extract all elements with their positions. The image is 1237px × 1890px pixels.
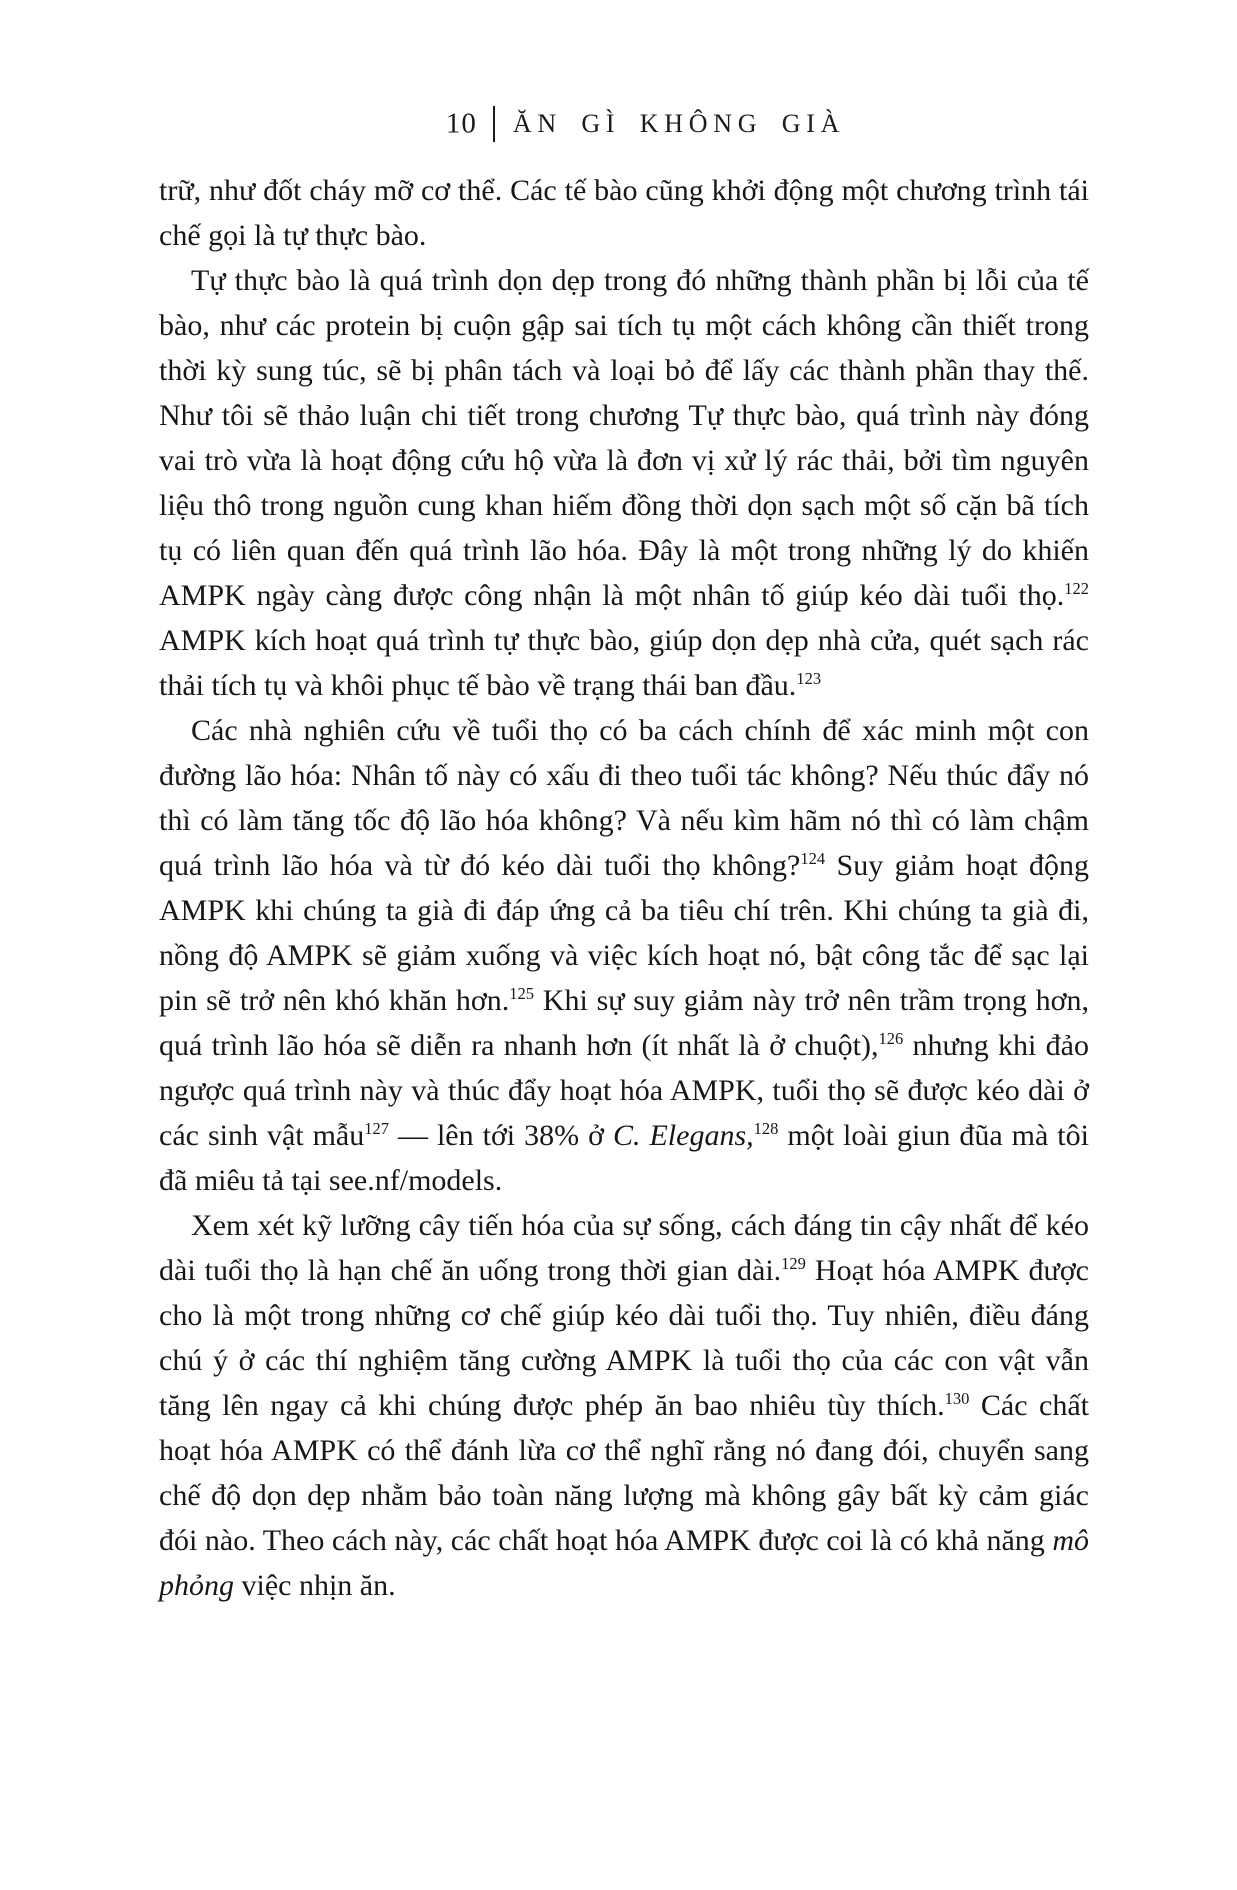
footnote-reference: 126 [878,1029,904,1048]
footnote-reference: 128 [753,1119,779,1138]
text-run: — lên tới 38% ở [388,1119,613,1152]
page-number: 10 [445,107,477,140]
footnote-reference: 129 [781,1254,806,1273]
page-body [159,168,1089,1608]
text-run: Xem xét kỹ lưỡng cây tiến hóa của sự sống, cách đáng tin cậy nhất để kéo dài tuổi thọ là hạn chế ăn uống trong thời gian dài. [159,1209,1089,1287]
text-run: AMPK kích hoạt quá trình tự thực bào, giúp dọn dẹp nhà cửa, quét sạch rác thải tích tụ và khôi phục tế bào về trạng thái ban đầu. [159,624,1089,702]
footnote-reference: 130 [944,1389,970,1408]
footnote-reference: 124 [800,849,826,868]
text-run: Tự thực bào là quá trình dọn dẹp trong đó những thành phần bị lỗi của tế bào, như các protein bị cuộn gập sai tích tụ một cách không cần thiết trong thời kỳ sung túc, sẽ bị phân tách và loại bỏ để lấy các thành phần thay thế. Như tôi sẽ thảo luận chi tiết trong chương Tự thực bào, quá trình này đóng vai trò vừa là hoạt động cứu hộ vừa là đơn vị xử lý rác thải, bởi tìm nguyên liệu thô trong nguồn cung khan hiếm đồng thời dọn sạch một số cặn bã tích tụ có liên quan đến quá trình lão hóa. Đây là một trong những lý do khiến AMPK ngày càng được công nhận là một nhân tố giúp kéo dài tuổi thọ. [159,264,1089,612]
text-run: một loài giun đũa mà tôi đã miêu tả tại see.nf/models. [159,1119,1089,1197]
footnote-reference: 127 [364,1119,389,1138]
footnote-reference: 123 [796,669,822,688]
text-run: Các chất hoạt hóa AMPK có thể đánh lừa cơ thể nghĩ rằng nó đang đói, chuyển sang chế độ dọn dẹp nhằm bảo toàn năng lượng mà không gây bất kỳ cảm giác đói nào. Theo cách này, các chất hoạt hóa AMPK được coi là có khả năng [159,1389,1089,1557]
text-run: nhưng khi đảo ngược quá trình này và thúc đẩy hoạt hóa AMPK, tuổi thọ sẽ được kéo dài ở các sinh vật mẫu [159,1029,1089,1152]
text-run: Suy giảm hoạt động AMPK khi chúng ta già đi đáp ứng cả ba tiêu chí trên. Khi chúng ta già đi, nồng độ AMPK sẽ giảm xuống và việc kích hoạt nó, bật công tắc để sạc lại pin sẽ trở nên khó khăn hơn. [159,849,1090,1017]
header-divider [493,106,495,142]
italic-text: C. Elegans, [612,1119,754,1152]
text-run: việc nhịn ăn. [234,1569,396,1602]
running-title: ĂN GÌ KHÔNG GIÀ [512,109,846,138]
paragraph [159,1203,1089,1608]
running-header [27,106,1237,142]
paragraph [159,168,1089,258]
paragraph [159,258,1089,708]
footnote-reference: 125 [509,984,534,1003]
italic-text: mô phỏng [159,1524,1089,1602]
text-run: Khi sự suy giảm này trở nên trầm trọng hơn, quá trình lão hóa sẽ diễn ra nhanh hơn (ít nhất là ở chuột), [159,984,1089,1062]
paragraph [159,708,1089,1203]
text-run: Các nhà nghiên cứu về tuổi thọ có ba cách chính để xác minh một con đường lão hóa: Nhân tố này có xấu đi theo tuổi tác không? Nếu thúc đẩy nó thì có làm tăng tốc độ lão hóa không? Và nếu kìm hãm nó thì có làm chậm quá trình lão hóa và từ đó kéo dài tuổi thọ không? [159,714,1089,882]
text-run: trữ, như đốt cháy mỡ cơ thể. Các tế bào cũng khởi động một chương trình tái chế gọi là tự thực bào. [159,174,1089,252]
footnote-reference: 122 [1064,579,1089,598]
text-run: Hoạt hóa AMPK được cho là một trong những cơ chế giúp kéo dài tuổi thọ. Tuy nhiên, điều đáng chú ý ở các thí nghiệm tăng cường AMPK là tuổi thọ của các con vật vẫn tăng lên ngay cả khi chúng được phép ăn bao nhiêu tùy thích. [159,1254,1090,1422]
